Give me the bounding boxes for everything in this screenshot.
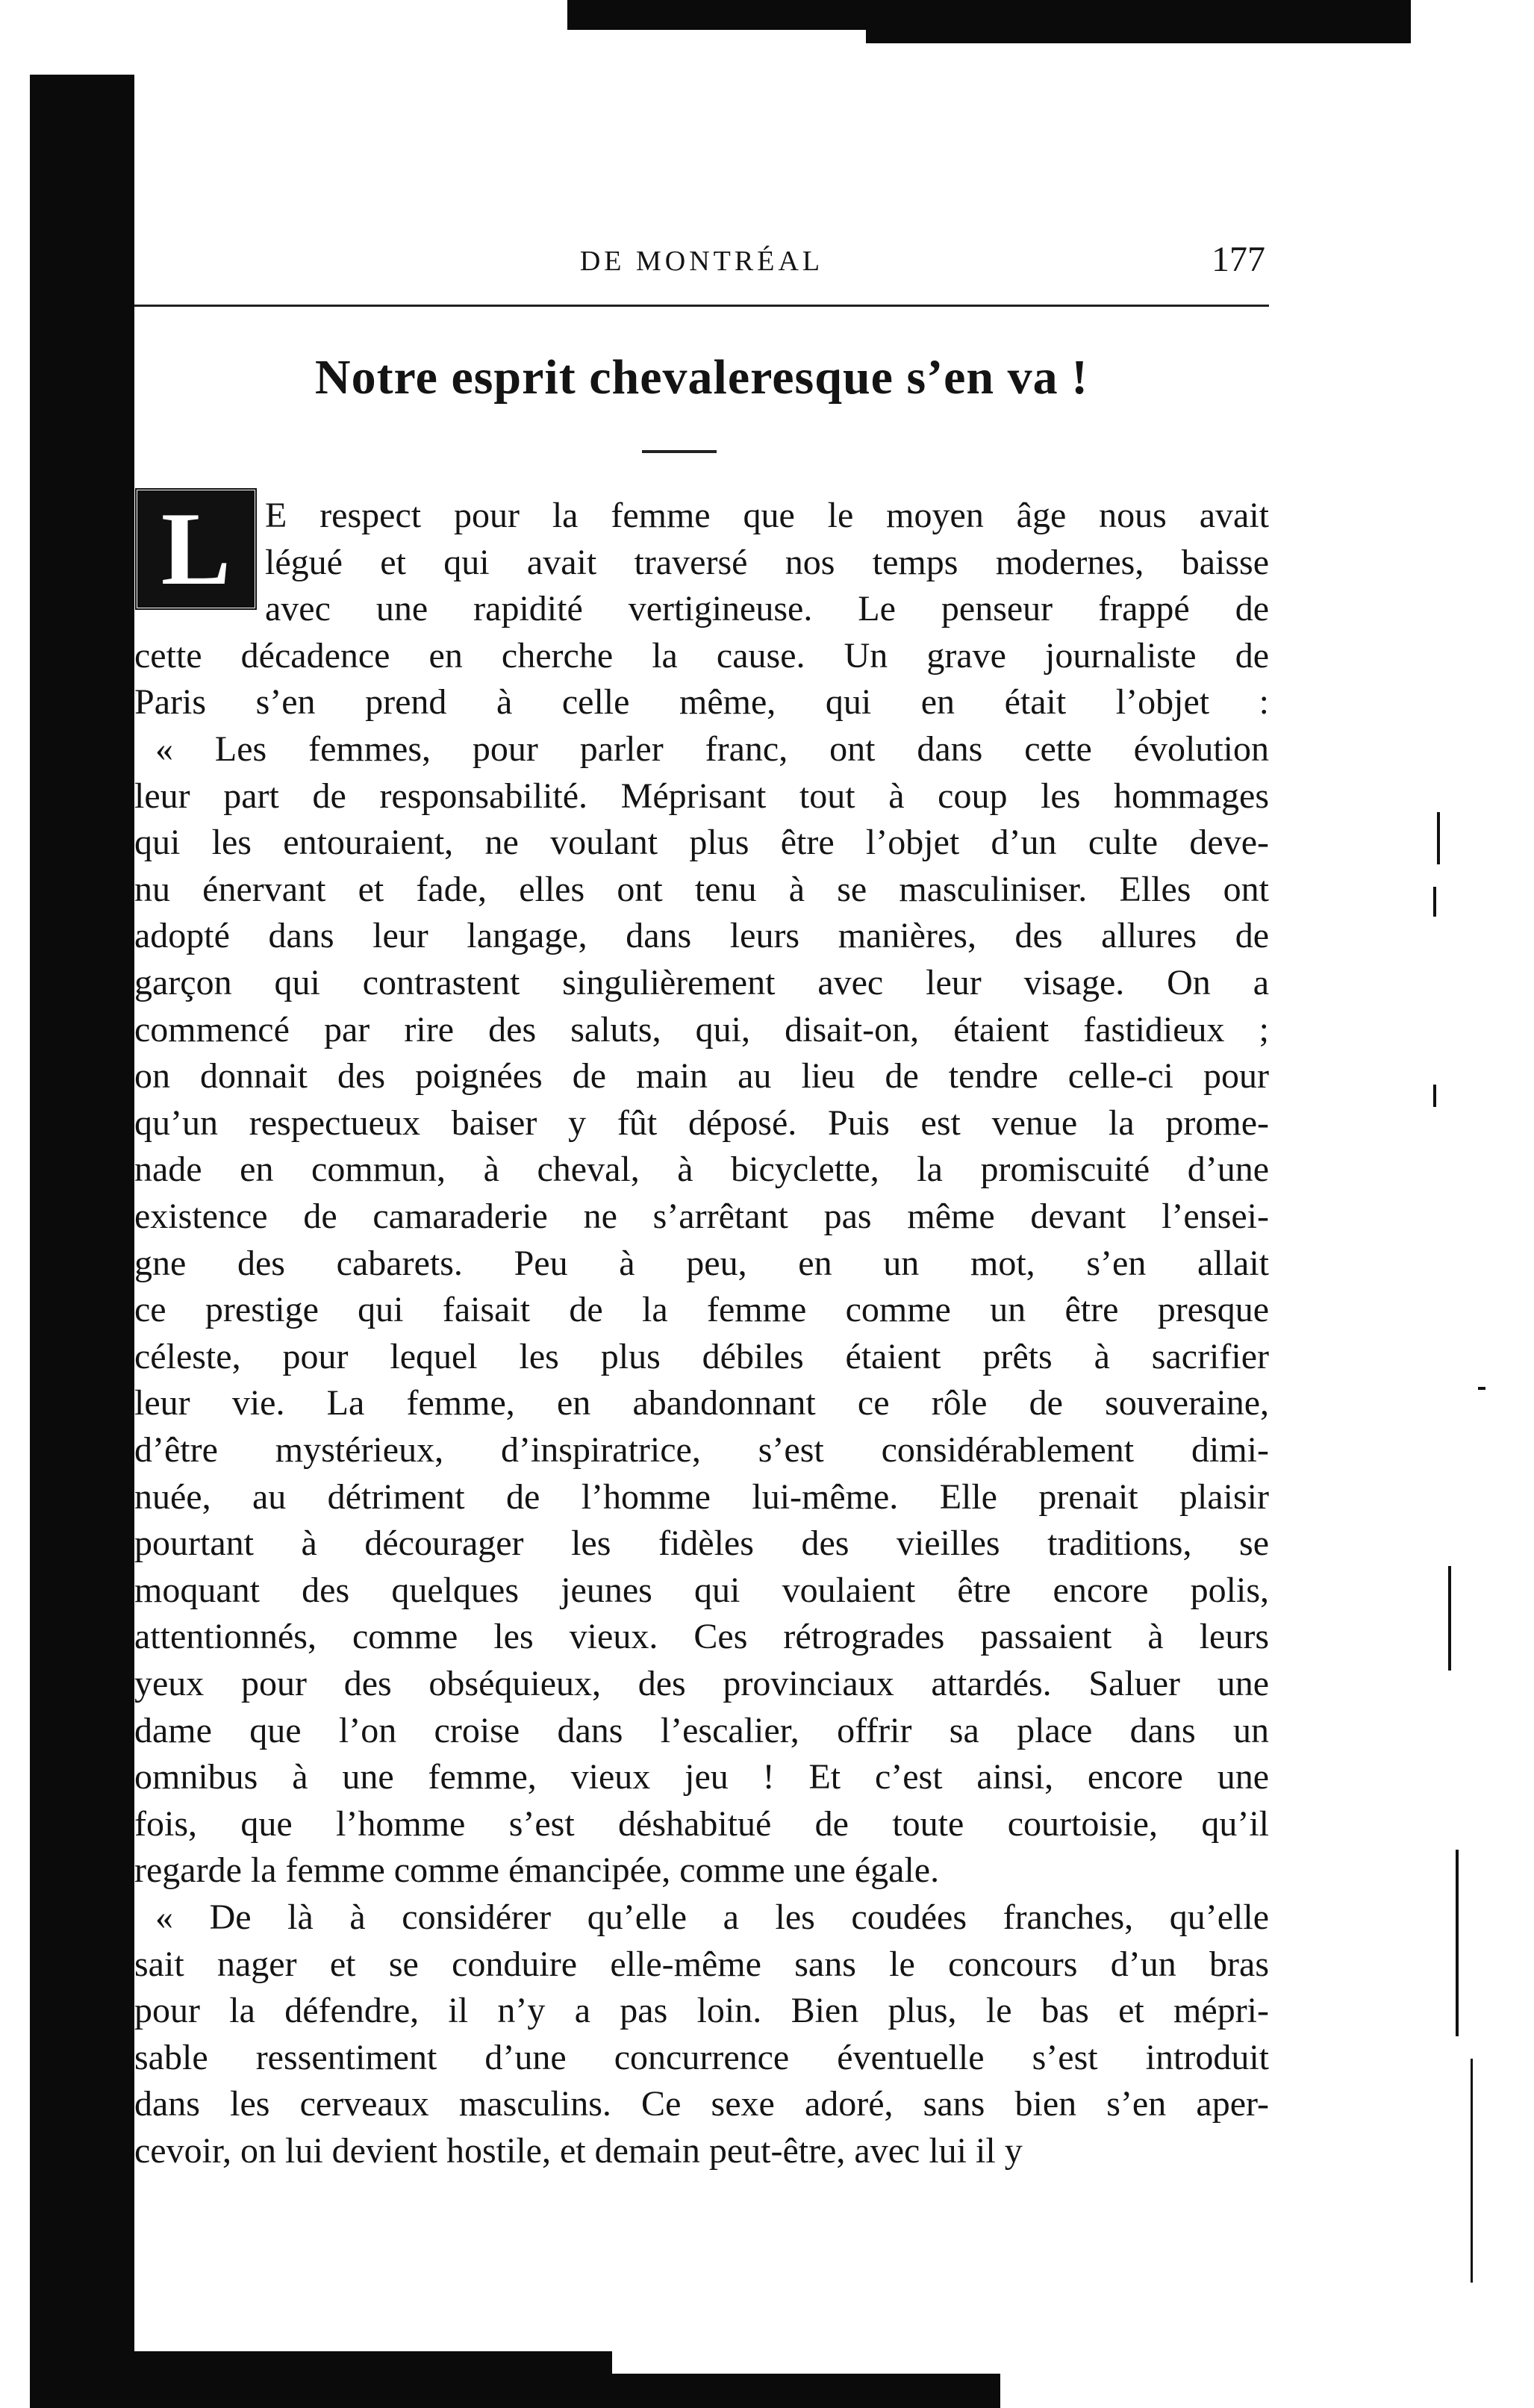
text-line: céleste, pour lequel les plus débiles étaient prêts à sacrifier	[134, 1337, 1269, 1376]
text-line: regarde la femme comme émancipée, comme une égale.	[134, 1850, 940, 1890]
running-head	[134, 240, 1269, 290]
title-rule	[642, 450, 717, 453]
text-line: ce prestige qui faisait de la femme comme un être presque	[134, 1290, 1269, 1329]
text-line: sable ressentiment d’une concurrence éventuelle s’est introduit	[134, 2038, 1269, 2077]
ornamental-dropcap: L	[134, 487, 258, 611]
text-line: attentionnés, comme les vieux. Ces rétrogrades passaient à leurs	[134, 1617, 1269, 1656]
text-line: pour la défendre, il n’y a pas loin. Bien plus, le bas et mépri-	[134, 1991, 1269, 2030]
text-line: sait nager et se conduire elle-même sans le concours d’un bras	[134, 1944, 1269, 1984]
scan-border-left	[30, 75, 134, 2408]
text-line: nuée, au détriment de l’homme lui-même. Elle prenait plaisir	[134, 1477, 1269, 1517]
text-line: E respect pour la femme que le moyen âge nous avait	[265, 496, 1269, 535]
text-line: avec une rapidité vertigineuse. Le penseur frappé de	[265, 589, 1269, 628]
scan-border-gap	[567, 30, 866, 43]
running-head-title: DE MONTRÉAL	[579, 246, 824, 277]
text-line: d’être mystérieux, d’inspiratrice, s’est considérablement dimi-	[134, 1430, 1269, 1470]
text-line: existence de camaraderie ne s’arrêtant pas même devant l’ensei-	[134, 1197, 1269, 1236]
text-line: Paris s’en prend à celle même, qui en était l’objet :	[134, 682, 1269, 722]
text-line: nade en commun, à cheval, à bicyclette, la promiscuité d’une	[134, 1150, 1269, 1189]
text-line: garçon qui contrastent singulièrement avec leur visage. On a	[134, 963, 1269, 1002]
scan-speck	[1437, 812, 1440, 864]
text-line: adopté dans leur langage, dans leurs manières, des allures de	[134, 916, 1269, 955]
text-line: dans les cerveaux masculins. Ce sexe adoré, sans bien s’en aper-	[134, 2084, 1269, 2124]
text-line: cevoir, on lui devient hostile, et demain peut-être, avec lui il y	[134, 2131, 1023, 2171]
scan-speck	[1456, 1850, 1459, 2036]
text-line: légué et qui avait traversé nos temps modernes, baisse	[265, 543, 1269, 582]
text-line: on donnait des poignées de main au lieu de tendre celle-ci pour	[134, 1056, 1269, 1096]
text-line: « Les femmes, pour parler franc, ont dans cette évolution	[155, 729, 1269, 769]
header-rule	[134, 305, 1269, 307]
text-line: qu’un respectueux baiser y fût déposé. Puis est venue la prome-	[134, 1103, 1269, 1143]
chapter-title: Notre esprit chevaleresque s’en va !	[314, 350, 1089, 405]
text-line: dame que l’on croise dans l’escalier, offrir sa place dans un	[134, 1711, 1269, 1750]
scan-border-gap	[612, 2351, 1000, 2374]
text-line: yeux pour des obséquieux, des provinciaux attardés. Saluer une	[134, 1664, 1269, 1703]
text-line: cette décadence en cherche la cause. Un grave journaliste de	[134, 636, 1269, 676]
text-line: nu énervant et fade, elles ont tenu à se masculiniser. Elles ont	[134, 870, 1269, 909]
text-line: leur vie. La femme, en abandonnant ce rôle de souveraine,	[134, 1383, 1269, 1423]
text-line: commencé par rire des saluts, qui, disait-on, étaient fastidieux ;	[134, 1010, 1269, 1049]
text-line: « De là à considérer qu’elle a les coudées franches, qu’elle	[155, 1897, 1269, 1937]
scan-speck	[1433, 887, 1436, 917]
text-line: gne des cabarets. Peu à peu, en un mot, s’en allait	[134, 1244, 1269, 1283]
text-line: pourtant à décourager les fidèles des vieilles traditions, se	[134, 1523, 1269, 1563]
text-line: omnibus à une femme, vieux jeu ! Et c’est ainsi, encore une	[134, 1757, 1269, 1797]
scan-speck	[1433, 1085, 1436, 1107]
text-line: leur part de responsabilité. Méprisant tout à coup les hommages	[134, 776, 1269, 816]
text-line: moquant des quelques jeunes qui voulaient être encore polis,	[134, 1570, 1269, 1610]
scan-speck	[1471, 2059, 1473, 2283]
text-line: qui les entouraient, ne voulant plus être l’objet d’un culte deve-	[134, 823, 1269, 862]
text-line: fois, que l’homme s’est déshabitué de toute courtoisie, qu’il	[134, 1804, 1269, 1844]
scan-speck	[1478, 1387, 1485, 1390]
book-page	[134, 43, 1269, 2351]
scan-speck	[1448, 1566, 1451, 1671]
page-number: 177	[1212, 240, 1265, 279]
